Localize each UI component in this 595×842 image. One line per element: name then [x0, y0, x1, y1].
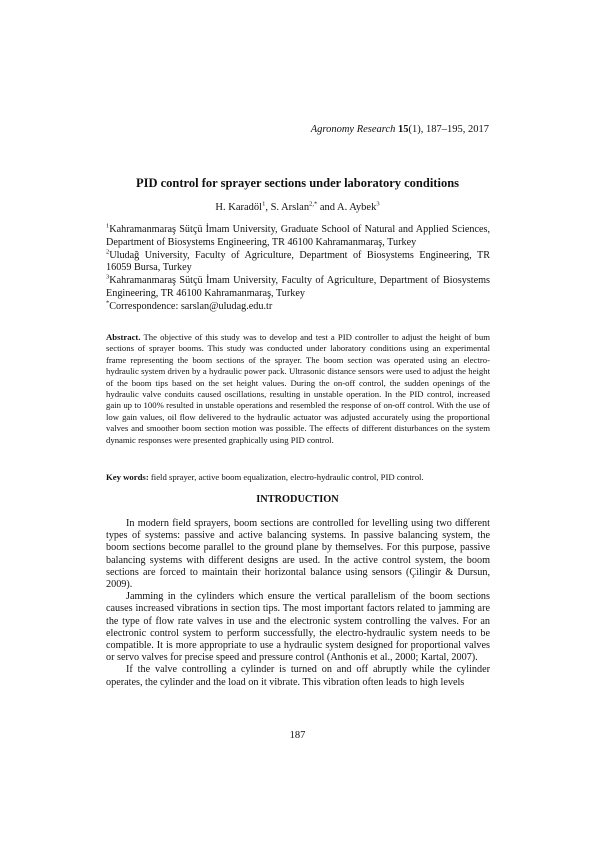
affiliation-item	[106, 250, 490, 276]
author-name: S. Arslan	[270, 202, 310, 213]
author-name: H. Karadöl	[215, 202, 263, 213]
affiliation-mark: 1	[106, 222, 110, 230]
journal-issue-pages: (1), 187–195, 2017	[408, 124, 489, 135]
body-paragraph: Jamming in the cylinders which ensure the vertical parallelism of the boom sections causes increased vibrations in section tips. The most important factors related to jamming are the type of flow rate valves in use and the electronic system controlling the valves. For an electronic control system to perform successfully, the electro-hydraulic system needs to be compatible. It is more appropriate to use a hydraulic system designed for proportional valves or servo valves for precise speed and pressure control (Anthonis et al., 2000; Kartal, 2007).	[106, 591, 490, 664]
abstract-label: Abstract.	[106, 332, 141, 342]
affiliation-text: Uludağ University, Faculty of Agriculture, Department of Biosystems Engineering, TR 16059 Bursa, Turkey	[106, 249, 490, 274]
keywords-text: field sprayer, active boom equalization, electro-hydraulic control, PID control.	[148, 472, 424, 482]
abstract	[106, 332, 490, 446]
section-heading: INTRODUCTION	[256, 494, 339, 505]
author-affiliation-mark: 3	[376, 200, 380, 208]
affiliation-item	[106, 275, 490, 301]
affiliation-text: Kahramanmaraş Sütçü İmam University, Graduate School of Natural and Applied Sciences, Department of Biosystems Engineering, TR 46100 Kahramanmaraş, Turkey	[106, 224, 490, 248]
correspondence-text: Correspondence: sarslan@uludag.edu.tr	[109, 300, 273, 312]
page-number: 187	[289, 730, 306, 741]
affiliation-text: Kahramanmaraş Sütçü İmam University, Faculty of Agriculture, Department of Biosystems Engineering, TR 46100 Kahramanmaraş, Turkey	[106, 275, 490, 299]
author-affiliation-mark: 2,*	[309, 200, 318, 208]
journal-header	[311, 124, 489, 135]
correspondence-mark: *	[106, 299, 110, 307]
paper-title: PID control for sprayer sections under laboratory conditions	[135, 176, 460, 190]
author-affiliation-mark: 1	[262, 200, 266, 208]
body-paragraph: In modern field sprayers, boom sections are controlled for levelling using two different types of systems: passive and active balancing systems. In passive balancing system, the boom sections become parallel to the ground plane by themselves. For this purpose, passive balancing systems with different designs are used. In the active control system, the boom sections are forced to maintain their horizontal balance using sensors (Çilingir & Dursun, 2009).	[106, 518, 490, 591]
correspondence	[106, 301, 490, 314]
affiliation-item	[106, 224, 490, 250]
affiliations	[106, 224, 490, 314]
body-paragraph: If the valve controlling a cylinder is turned on and off abruptly while the cylinder operates, the cylinder and the load on it vibrate. This vibration often leads to high levels	[106, 664, 490, 688]
body-text	[106, 518, 490, 689]
author-line	[0, 202, 595, 213]
keywords	[106, 472, 490, 483]
author-separator: ,	[265, 202, 271, 213]
abstract-text: The objective of this study was to develop and test a PID controller to adjust the height of bum sections of sprayer booms. This study was conducted under laboratory conditions using an experimental frame representing the boom sections of the sprayer. The boom section was operated using an electro-hydraulic system driven by a hydraulic power pack. Ultrasonic distance sensors were used to adjust the height of the boom tips based on the set height values. During the on-off control, the sudden openings of the hydraulic valve conduits caused oscillations, resulting in unstable operation. In the PID control, increased gain up to 100% resulted in unstable operations and resembled the response of on-off control. With the use of low gain values, oil flow delivered to the hydraulic actuator was adjusted accurately using the proportional valves and smoother boom section motion was possible. The effects of different disturbances on the system dynamic responses were presented graphically using PID control.	[106, 332, 490, 445]
author-separator: and	[317, 202, 338, 213]
author-name: A. Aybek	[337, 202, 377, 213]
affiliation-mark: 3	[106, 273, 110, 281]
journal-volume: 15	[398, 124, 409, 135]
journal-name: Agronomy Research	[310, 124, 396, 135]
keywords-label: Key words:	[106, 472, 149, 482]
affiliation-mark: 2	[106, 248, 110, 256]
